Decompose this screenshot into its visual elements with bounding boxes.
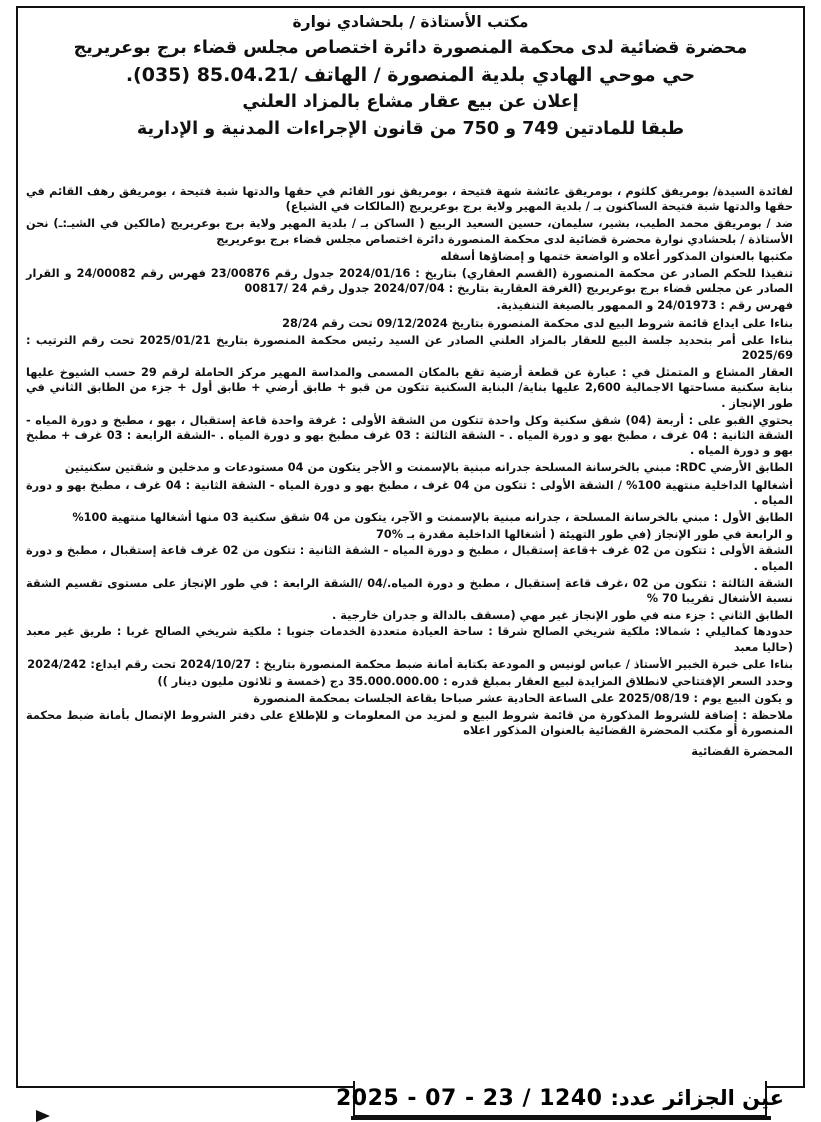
boundaries-paragraph: حدودها كماليلي : شمالا: ملكية شريخي الصالح شرقا : ساحة العيادة متعددة الخدمات جنوبا : ملكية شريخي الصالح غربا : طريق غير معبد (حاليا معبد [26, 625, 793, 654]
ground-floor-works-paragraph: أشغالها الداخلية منتهية 100% / الشقة الأولى : تتكون من 04 غرف ، مطبخ بهو و دورة المياه - الشقة الثانية : 04 غرف ، مطبخ بهو و دورة المياه . [26, 478, 793, 507]
sale-date-paragraph: و يكون البيع يوم : 2025/08/19 على الساعة الحادية عشر صباحا بقاعة الجلسات بمحكمة المنصورة [253, 692, 793, 706]
publication-reference [336, 1081, 784, 1117]
first-floor-fourth-paragraph: و الرابعة في طور الإنجاز (في طور التهيئة ( أشغالها الداخلية مقدرة بـ %70 [376, 528, 793, 542]
index-paragraph: فهرس رقم : 24/01973 و الممهور بالصيغة التنفيذية. [496, 299, 793, 313]
office-name: مكتب الأستاذة / بلحشادي نوارة [292, 13, 529, 31]
defendants-paragraph: ضد / بومريفق محمد الطيب، بشير، سليمان، حسين السعيد الربيع ( الساكن بـ / بلدية المهير ولاية برج بوعريريج (مالكين في الشيـ:ـ) نحن الأستاذة / بلحشادي نوارة محضرة قضائية لدى محكمة المنصورة دائرة اختصاص مجلس قضاء برج بوعريريج [26, 217, 793, 246]
announcement-page [16, 6, 805, 1088]
apartments-three-four-paragraph: الشقة الثالثة : تتكون من 02 ،غرف قاعة إستقبال ، مطبخ و دورة المياه./04 /الشقة الرابعة : في طور الإنجاز على مستوى تقسيم الشقة نسبة الأشغال تقريبا 70 % [26, 576, 793, 606]
signature-label: المحضرة القضائية [691, 743, 793, 758]
publication-number: 2025 - 07 - 23 / 1240 [336, 1085, 603, 1111]
bailiff-title: محضرة قضائية لدى محكمة المنصورة دائرة اختصاص مجلس قضاء برج بوعريريج [73, 38, 748, 58]
sale-conditions-paragraph: بناءا على ايداع قائمة شروط البيع لدى محكمة المنصورة بتاريخ 09/12/2024 تحت رقم 28/24 [282, 316, 793, 330]
apartments-one-two-paragraph: الشقة الأولى : تتكون من 02 غرف +قاعة إستقبال ، مطبخ و دورة المياه - الشقة الثانية : تتكون من 02 غرف قاعة إستقبال ، مطبخ و دورة المياه . [26, 544, 793, 573]
note-paragraph: ملاحظة : إضافة للشروط المذكورة من قائمة شروط البيع و لمزيد من المعلومات و للإطلاع على دفتر الشروط الإتصال بأمانة ضبط محكمة المنصورة أو مكتب المحضرة القضائية بالعنوان المذكور اعلاه [26, 708, 793, 737]
judgment-paragraph: تنفيذا للحكم الصادر عن محكمة المنصورة (القسم العقاري) بتاريخ : 2024/01/16 جدول رقم 23/00876 فهرس رقم 24/00082 و القرار الصادر عن مجلس قضاء برج بوعريريج (الغرفة العقارية بتاريخ : 2024/07/04 جدول رقم 24 /00817 [26, 267, 793, 296]
publication-label: عين الجزائر عدد: [610, 1086, 784, 1110]
notice-title: إعلان عن بيع عقار مشاع بالمزاد العلني [242, 92, 579, 112]
second-floor-paragraph: الطابق الثاني : جزء منه في طور الإنجاز غير مهي (مسقف بالدالة و جدران خارجية . [332, 609, 793, 623]
property-description-paragraph: العقار المشاع و المتمثل في : عبارة عن قطعة أرضية تقع بالمكان المسمى والمداسة المهير مركز الحاملة لرقم 29 حسب الشيوخ عليها بناية سكنية مساحتها الاجمالية 2,600 عليها بناية/ البناية السكنية تتكون من قبو + طابق أرضي + طابق أول + جزء من الطابق الثاني في طور الإنجاز . [26, 366, 793, 410]
hearing-order-paragraph: بناءا على أمر بتحديد جلسة البيع للعقار بالمزاد العلني الصادر عن السيد رئيس محكمة المنصورة بتاريخ 2025/01/21 تحت رقم الترتيب : 2025/69 [26, 333, 793, 363]
beneficiaries-paragraph: لفائدة السيدة/ بومريفق كلثوم ، بومريفق عائشة شهة فتيحة ، بومريفق نور القائم في حقها والدتها شبة فتيحة ، بومريفق رهف القائم في حقها والدتها شبة فتيحة الساكنون بـ / بلدية المهير ولاية برج بوعريريج (المالكات في الشياع) [26, 185, 793, 214]
office-address: حي موحي الهادي بلدية المنصورة / الهاتف /85.04.21 (035). [125, 64, 696, 86]
office-stamp-paragraph: مكتبها بالعنوان المذكور أعلاه و الواضعة ختمها و إمضاؤها أسفله [440, 249, 793, 263]
first-floor-paragraph: الطابق الأول : مبني بالخرسانة المسلحة ، جدرانه مبنية بالإسمنت و الآجر، يتكون من 04 شقق سكنية 03 منها أشغالها منتهية 100% [72, 511, 793, 525]
expertise-paragraph: بناءا على خبرة الخبير الأستاذ / عباس لونيس و المودعة بكتابة أمانة ضبط محكمة المنصورة بتاريخ : 2024/10/27 تحت رقم ايداع: 2024/242 [27, 657, 793, 671]
announcement-header [18, 8, 803, 143]
notice-subtitle: طبقا للمادتين 749 و 750 من قانون الإجراءات المدنية و الإدارية [136, 119, 685, 139]
arrow-icon [36, 1110, 50, 1122]
opening-price-paragraph: وحدد السعر الإفتتاحي لانطلاق المزايدة لبيع العقار بمبلغ قدره : 35.000.000.00 دج (خمسة و ثلاثون مليون دينار )) [157, 675, 793, 689]
announcement-body [26, 184, 793, 759]
ground-floor-paragraph: الطابق الأرضي RDC: مبني بالخرسانة المسلحة جدرانه مبنية بالإسمنت و الأجر يتكون من 04 مستودعات و مدخلين و شقتين سكنيتين [64, 461, 793, 475]
basement-paragraph: يحتوي القبو على : أربعة (04) شقق سكنية وكل واحدة تتكون من الشقة الأولى : غرفة واحدة قاعة إستقبال ، بهو ، مطبخ و دورة المياه - الشقة الثانية : 04 غرف ، مطبخ بهو و دورة المياه . - الشقة الثالثة : 03 غرف مطبخ بهو و دورة المياه . -الشقة الرابعة : 03 غرف + مطبخ بهو و دورة المياه . [26, 413, 793, 458]
